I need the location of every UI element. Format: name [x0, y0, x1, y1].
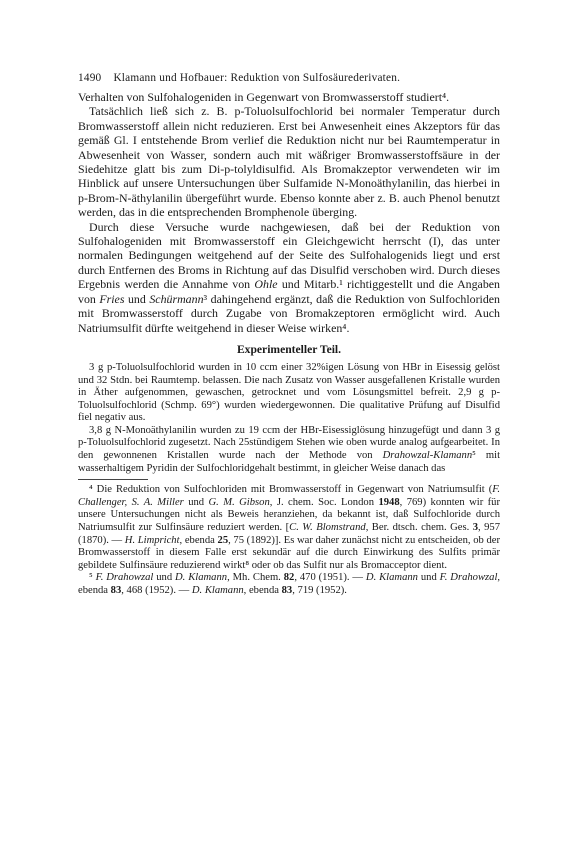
author-name: F. Drahowzal: [439, 572, 498, 584]
running-title: Klamann und Hofbauer: Reduktion von Sulfosäurederivaten.: [113, 72, 401, 84]
volume-number: 1948: [378, 496, 400, 508]
text-run: , ebenda: [78, 572, 501, 596]
page-number: 1490: [78, 72, 102, 84]
volume-number: 83: [281, 585, 293, 596]
author-name: H. Limpricht: [124, 534, 180, 546]
volume-number: 82: [283, 572, 295, 584]
author-name: F. Drahowzal: [95, 572, 154, 584]
author-name: Schürmann: [149, 291, 204, 306]
text-run: , 719 (1952).: [292, 585, 347, 596]
text-run: , 468 (1952). —: [121, 585, 192, 596]
text-run: und: [124, 291, 150, 306]
text-run: Durch diese Versuche wurde nachgewiesen, daß bei der Reduktion von Sulfohalogeniden mit Bromwasserstoff ein Gleichgewicht herrscht (I), das unter normalen Bedingungen weitgehend auf der Seite des Sulfohalogenids liegt und erst durch Entfernen des Broms in Richtung auf das Disulfid verschoben wird. Durch dieses Ergebnis werden die Annahme von: [78, 219, 500, 292]
author-name: D. Klamann: [365, 572, 418, 584]
page: [78, 72, 500, 598]
text-run: , 769) konnten wir für unsere Untersuchungen nicht als Beweis heranziehen, da bekannt ist, daß Sulfochloride durch Natriumsulfit zur Sulfinsäure reduziert werden. [: [78, 496, 501, 534]
text-run: , Ber. dtsch. chem. Ges.: [365, 522, 473, 534]
author-name: C. W. Blomstrand: [289, 522, 366, 534]
text-run: und Mitarb.¹ richtiggestellt und die Angaben von: [78, 277, 500, 306]
author-name: Ohle: [254, 277, 278, 292]
author-name: Fries: [99, 291, 125, 306]
paragraph-1: Verhalten von Sulfohalogeniden in Gegenwart von Bromwasserstoff studiert⁴.: [78, 90, 450, 104]
footnote-divider: [78, 479, 148, 480]
text-run: ⁴ Die Reduktion von Sulfochloriden mit Bromwasserstoff in Gegenwart von Natriumsulfit (: [89, 484, 493, 496]
section-heading: Experimenteller Teil.: [236, 342, 342, 356]
experimental-paragraph-1: 3 g p-Toluolsulfochlorid wurden in 10 ccm einer 32%igen Lösung von HBr in Eisessig gelöst und 32 Stdn. bei Raumtemp. belassen. Die nach Zusatz von Wasser ausgefallenen Kristalle wurden in Äther aufgenommen, gewaschen, getrocknet und vom Lösungsmittel befreit. 2,9 g p-Toluolsulfochlorid (Schmp. 69°) wurden wiedergewonnen. Die qualitative Prüfung auf Disulfid fiel negativ aus.: [78, 361, 500, 424]
text-run: 3,8 g N-Monoäthylanilin wurden zu 19 ccm der HBr-Eisessiglösung hinzugefügt und dann 3 g p-Toluolsulfochlorid zugesetzt. Nach 25stündigem Stehen wie oben wurde analog aufgearbeitet. In den gewonnenen Kristallen wurde nach der Methode von: [78, 424, 500, 462]
author-name: D. Klamann: [175, 572, 228, 584]
volume-number: 3: [472, 522, 478, 534]
text-run: ⁵: [89, 572, 96, 584]
experimental-text: [78, 362, 500, 475]
text-run: , J. chem. Soc. London: [269, 496, 379, 508]
text-run: , 470 (1951). —: [294, 572, 366, 584]
text-run: , 75 (1892)]. Es war daher zunächst nicht zu entscheiden, ob der Bromwasserstoff in diesem Falle erst sekundär auf die durch Einwirkung des Sulfits primär gebildete Sulfinsäure reduzierend wirkt⁸ oder ob das Sulfit nur als Bromacceptor dient.: [78, 534, 500, 571]
text-run: ⁵ mit wasserhaltigem Pyridin der Sulfochloridgehalt bestimmt, in gleicher Weise danach das: [78, 450, 501, 474]
paragraph-3: [78, 220, 500, 335]
author-name: G. M. Gibson: [208, 496, 270, 508]
main-text: [78, 90, 500, 335]
experimental-paragraph-2: [78, 425, 500, 475]
text-run: und: [153, 572, 176, 584]
footnotes: [78, 484, 500, 597]
text-run: ³ dahingehend ergänzt, daß die Reduktion von Sulfochloriden mit Bromwasserstoff durch Zugabe von Bromakzeptoren ermöglicht wird. Auch Natriumsulfit dürfte weitgehend in dieser Weise wirken⁴.: [78, 291, 500, 335]
running-header: [78, 72, 500, 84]
volume-number: 25: [217, 534, 229, 546]
author-name: D. Klamann: [191, 585, 244, 596]
footnote-5: [78, 572, 500, 597]
text-run: und: [417, 572, 440, 584]
volume-number: 83: [110, 585, 122, 596]
text-run: , ebenda: [243, 585, 282, 596]
text-run: , 957 (1870). —: [78, 522, 500, 546]
footnote-4: [78, 484, 500, 572]
author-name: F. Challenger, S. A. Miller: [78, 484, 500, 508]
text-run: , ebenda: [179, 534, 218, 546]
author-name: Drahowzal-Klamann: [382, 450, 473, 462]
text-run: und: [183, 496, 209, 508]
text-run: , Mh. Chem.: [227, 572, 284, 584]
paragraph-2: Tatsächlich ließ sich z. B. p-Toluolsulfochlorid bei normaler Temperatur durch Bromwasserstoff allein nicht reduzieren. Erst bei Anwesenheit eines Akzeptors für das gemäß Gl. I entstehende Brom verlief die Reduktion nicht nur bei Raumtemperatur in Abwesenheit von Wasser, sondern auch mit wäßriger Bromwasserstoffsäure in der Siedehitze glatt bis zum Di-p-tolyldisulfid. Als Bromakzeptor verwendeten wir im Hinblick auf unsere Untersuchungen über Sulfamide N-Monoäthylanilin, das hierbei in p-Brom-N-äthylanilin übergeführt wurde. Ebenso konnte aber z. B. auch Phenol benutzt werden, das in die entsprechenden Bromphenole überging.: [78, 104, 500, 220]
